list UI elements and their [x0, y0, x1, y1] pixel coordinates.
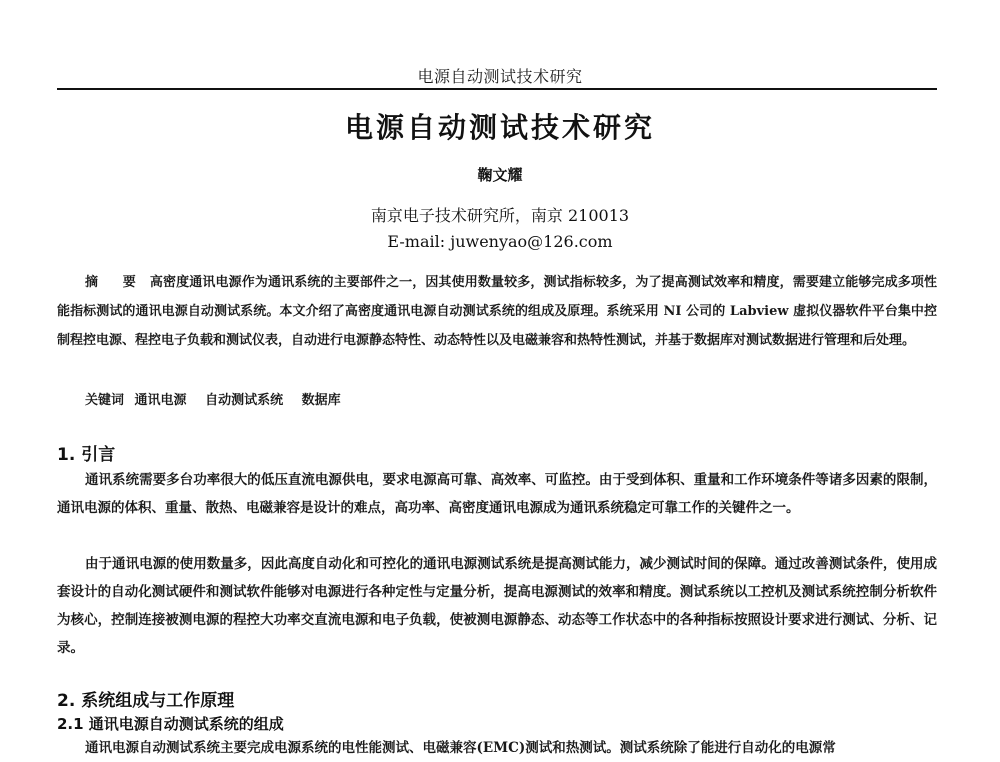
- keywords: [85, 389, 937, 408]
- keyword-item: 自动测试系统: [205, 393, 284, 408]
- author-affiliation: 南京电子技术研究所，南京 210013: [370, 206, 630, 225]
- keyword-item: 通讯电源: [134, 393, 187, 408]
- author-name: 鞠文耀: [477, 166, 523, 184]
- abstract: [57, 268, 937, 355]
- keyword-item: 数据库: [301, 393, 341, 408]
- author-email: E-mail: juwenyao@126.com: [387, 232, 613, 251]
- body-paragraph: 由于通讯电源的使用数量多，因此高度自动化和可控化的通讯电源测试系统是提高测试能力，减少测试时间的保障。通过改善测试条件，使用成套设计的自动化测试硬件和测试软件能够对电源进行各种定性与定量分析，提高电源测试的效率和精度。测试系统以工控机及测试系统控制分析软件为核心，控制连接被测电源的程控大功率交直流电源和电子负载，使被测电源静态、动态等工作状态中的各种指标按照设计要求进行测试、分析、记录。: [57, 556, 937, 656]
- body-paragraph: 通讯系统需要多台功率很大的低压直流电源供电，要求电源高可靠、高效率、可监控。由于受到体积、重量和工作环境条件等诸多因素的限制，通讯电源的体积、重量、散热、电磁兼容是设计的难点，高功率、高密度通讯电源成为通讯系统稳定可靠工作的关键件之一。: [57, 472, 937, 516]
- header-rule: [57, 88, 937, 90]
- paper-title: 电源自动测试技术研究: [344, 111, 655, 144]
- abstract-label: 摘 要: [85, 275, 146, 290]
- section-heading-introduction: 1. 引言: [57, 445, 116, 465]
- body-paragraph: 通讯电源自动测试系统主要完成电源系统的电性能测试、电磁兼容(EMC)测试和热测试。测试系统除了能进行自动化的电源常: [85, 740, 836, 756]
- keywords-label: 关键词: [85, 393, 125, 408]
- running-header: 电源自动测试技术研究: [417, 67, 583, 86]
- section-heading-system: 2. 系统组成与工作原理: [57, 691, 235, 711]
- subsection-heading: 2.1 通讯电源自动测试系统的组成: [57, 715, 284, 733]
- abstract-text: 高密度通讯电源作为通讯系统的主要部件之一，因其使用数量较多，测试指标较多，为了提高测试效率和精度，需要建立能够完成多项性能指标测试的通讯电源自动测试系统。本文介绍了高密度通讯电源自动测试系统的组成及原理。系统采用 NI 公司的 Labview 虚拟仪器软件平台集中控制程控电源、程控电子负载和测试仪表，自动进行电源静态特性、动态特性以及电磁兼容和热特性测试，并基于数据库对测试数据进行管理和后处理。: [57, 275, 937, 348]
